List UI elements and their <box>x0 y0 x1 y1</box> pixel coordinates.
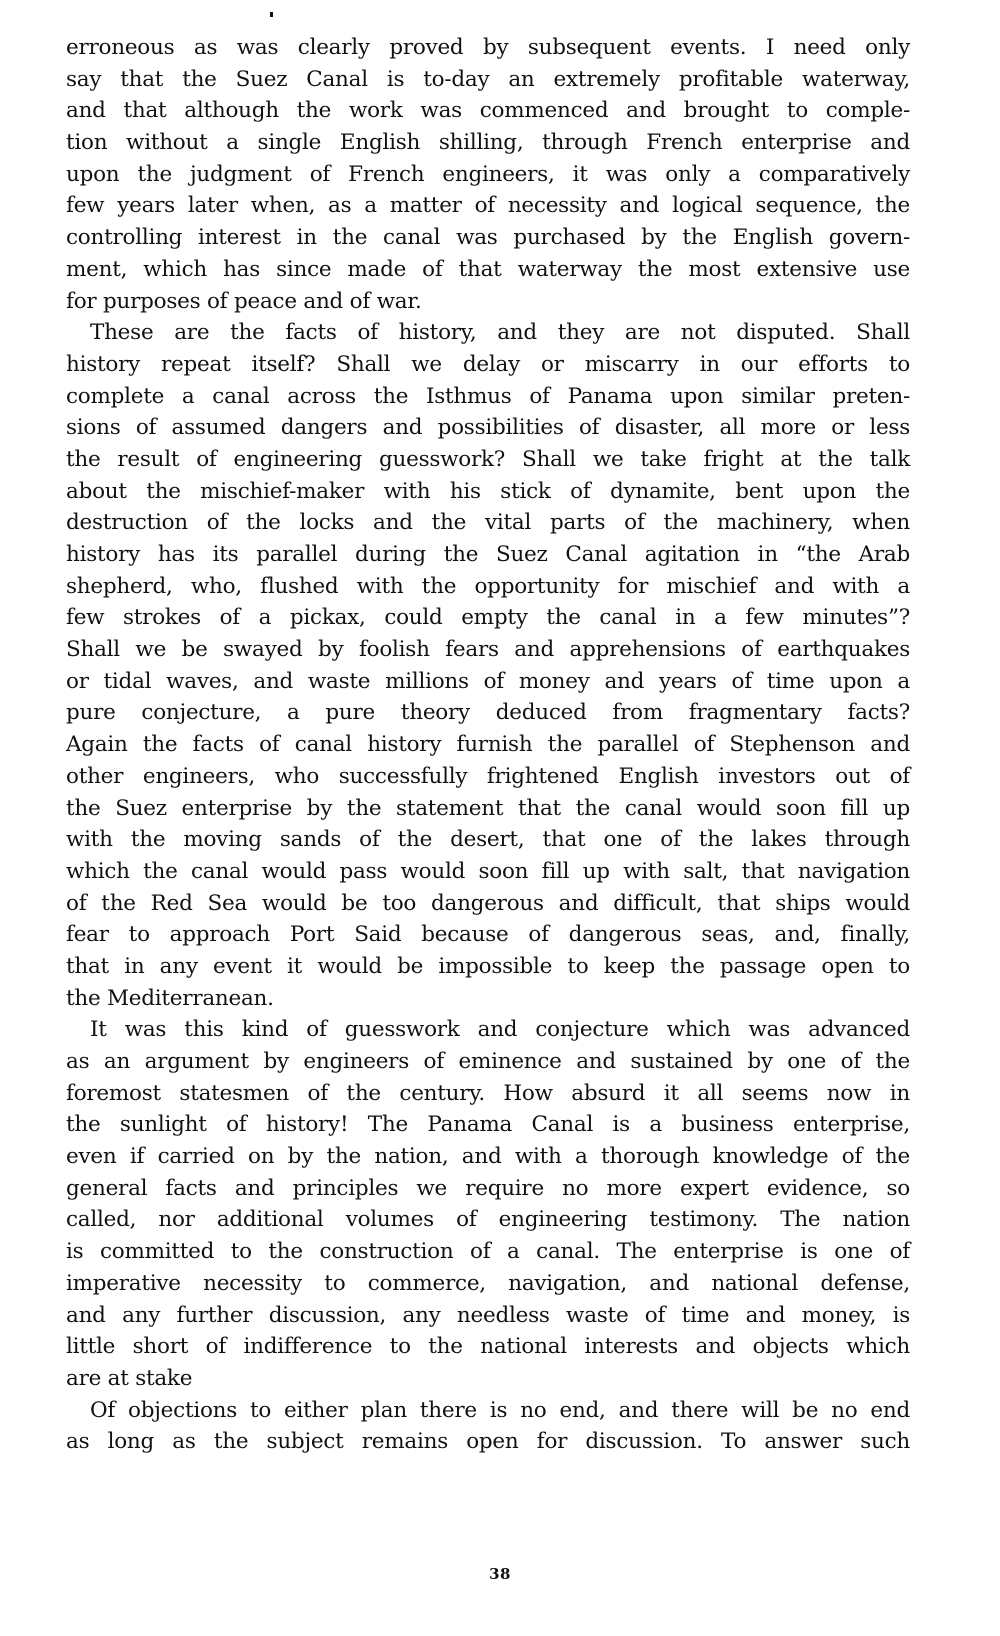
text-line: the Mediterranean. <box>66 985 274 1011</box>
text-line: that in any event it would be impossible to keep the passage open to <box>66 953 910 979</box>
text-line: few strokes of a pickax, could empty the canal in a few minutes”? <box>66 605 910 631</box>
text-line: foremost statesmen of the century. How absurd it all seems now in <box>66 1080 910 1106</box>
text-line: destruction of the locks and the vital parts of the machinery, when <box>66 510 910 536</box>
text-line: pure conjecture, a pure theory deduced from fragmentary facts? <box>66 700 910 726</box>
text-line: history has its parallel during the Suez Canal agitation in “the Arab <box>66 542 910 567</box>
text-line: with the moving sands of the desert, that one of the lakes through <box>66 827 910 853</box>
text-line: for purposes of peace and of war. <box>66 288 422 314</box>
text-line: say that the Suez Canal is to-day an extremely profitable waterway, <box>66 66 910 92</box>
text-line: ment, which has since made of that waterway the most extensive use <box>66 256 910 282</box>
text-line: other engineers, who successfully frightened English investors out of <box>66 763 910 789</box>
text-line: or tidal waves, and waste millions of money and years of time upon a <box>66 668 910 694</box>
text-line: It was this kind of guesswork and conjecture which was advanced <box>90 1017 910 1043</box>
text-line: history repeat itself? Shall we delay or miscarry in our efforts to <box>66 351 910 377</box>
paragraph-2 <box>66 317 910 1014</box>
text-line: even if carried on by the nation, and with a thorough knowledge of the <box>66 1144 910 1170</box>
document-page <box>66 32 910 1458</box>
text-line: imperative necessity to commerce, navigation, and national defense, <box>66 1270 910 1296</box>
text-line: as an argument by engineers of eminence and sustained by one of the <box>66 1049 910 1074</box>
text-line: as long as the subject remains open for discussion. To answer such <box>66 1429 910 1455</box>
text-line: and any further discussion, any needless waste of time and money, is <box>66 1302 910 1328</box>
text-line: sions of assumed dangers and possibilities of disaster, all more or less <box>66 415 910 441</box>
text-line: called, nor additional volumes of engineering testimony. The nation <box>66 1207 910 1233</box>
text-line: the result of engineering guesswork? Shall we take fright at the talk <box>66 446 910 472</box>
text-line: which the canal would pass would soon fill up with salt, that navigation <box>66 858 910 884</box>
text-line: Of objections to either plan there is no end, and there will be no end <box>90 1397 910 1423</box>
text-line: fear to approach Port Said because of dangerous seas, and, finally, <box>66 922 910 948</box>
text-line: few years later when, as a matter of necessity and logical sequence, the <box>66 193 910 219</box>
paragraph-4 <box>66 1395 910 1458</box>
scan-speck <box>270 12 273 17</box>
text-line: These are the facts of history, and they are not disputed. Shall <box>90 320 910 346</box>
paragraph-1 <box>66 32 910 317</box>
text-line: the sunlight of history! The Panama Canal is a business enterprise, <box>66 1112 910 1138</box>
text-line: little short of indifference to the national interests and objects which <box>66 1334 910 1360</box>
paragraph-3 <box>66 1014 910 1394</box>
text-line: is committed to the construction of a canal. The enterprise is one of <box>66 1239 910 1265</box>
text-line: controlling interest in the canal was purchased by the English govern- <box>66 225 910 251</box>
text-line: of the Red Sea would be too dangerous and difficult, that ships would <box>66 890 910 916</box>
page-number: 38 <box>489 1565 511 1583</box>
text-line: complete a canal across the Isthmus of Panama upon similar preten- <box>66 383 910 409</box>
text-line: and that although the work was commenced and brought to comple- <box>66 98 910 124</box>
text-line: about the mischief-maker with his stick of dynamite, bent upon the <box>66 478 910 504</box>
text-line: Shall we be swayed by foolish fears and apprehensions of earthquakes <box>66 637 910 663</box>
text-line: shepherd, who, flushed with the opportunity for mischief and with a <box>66 573 910 599</box>
text-line: tion without a single English shilling, through French enterprise and <box>66 130 910 156</box>
text-line: the Suez enterprise by the statement that the canal would soon fill up <box>66 795 910 821</box>
text-line: upon the judgment of French engineers, it was only a comparatively <box>66 161 910 187</box>
text-line: erroneous as was clearly proved by subsequent events. I need only <box>66 35 910 60</box>
text-line: are at stake <box>66 1365 193 1391</box>
text-line: general facts and principles we require no more expert evidence, so <box>66 1175 910 1201</box>
text-line: Again the facts of canal history furnish the parallel of Stephenson and <box>66 732 910 758</box>
